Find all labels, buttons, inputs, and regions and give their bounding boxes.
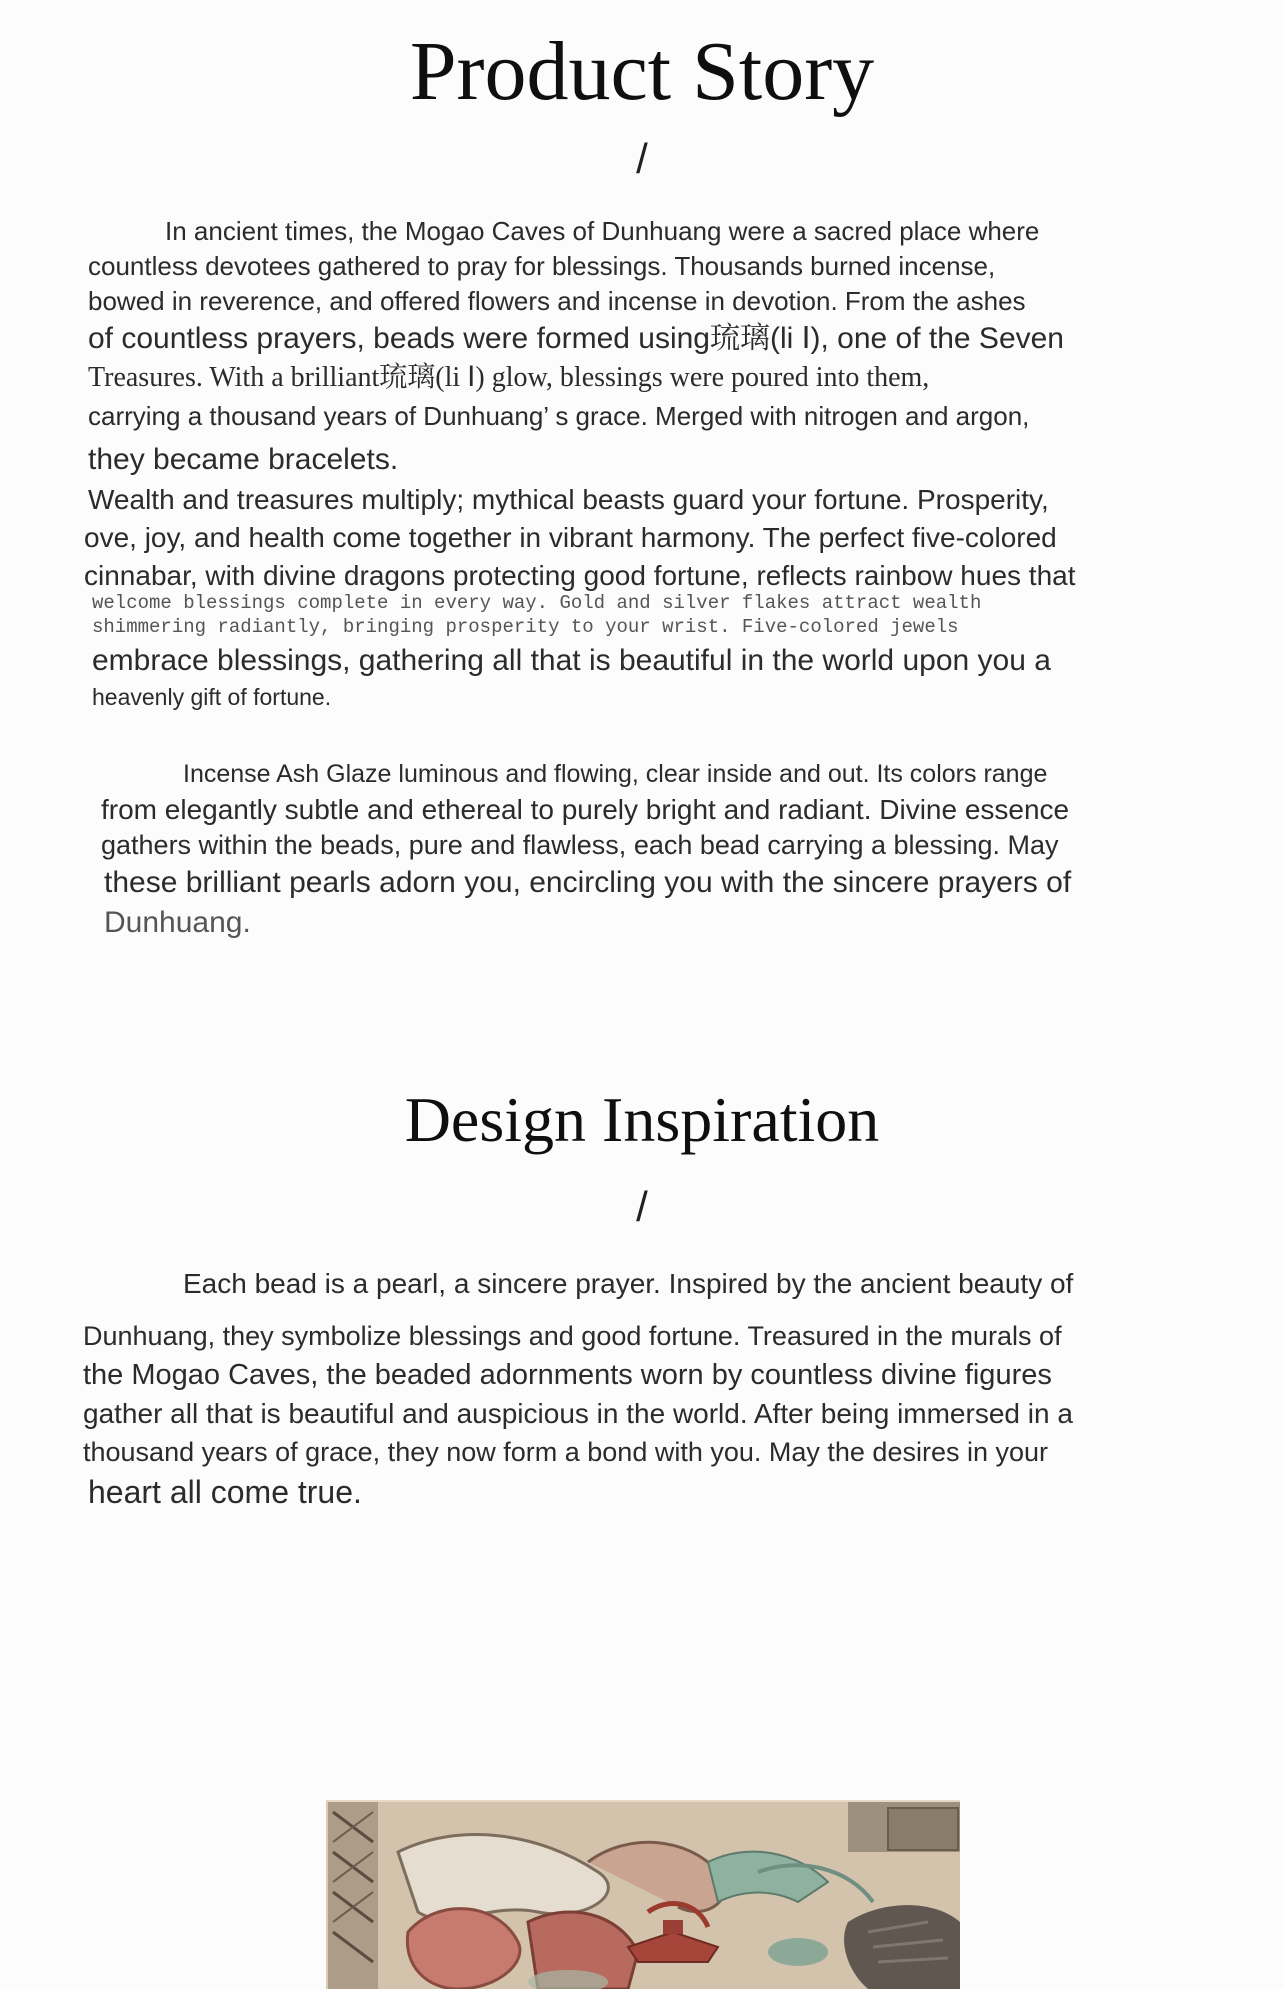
text-line: ove, joy, and health come together in vibrant harmony. The perfect five-colored [84, 522, 1057, 553]
text-line: thousand years of grace, they now form a bond with you. May the desires in your [83, 1437, 1049, 1467]
text-line: countless devotees gathered to pray for blessings. Thousands burned incense, [88, 251, 996, 281]
text-line: carrying a thousand years of Dunhuang’ s grace. Merged with nitrogen and argon, [88, 401, 1030, 431]
design-inspiration-divider: / [636, 1183, 648, 1230]
text-line: Each bead is a pearl, a sincere prayer. Inspired by the ancient beauty of [183, 1268, 1074, 1299]
dunhuang-mural-image [326, 1800, 960, 1989]
text-line: bowed in reverence, and offered flowers and incense in devotion. From the ashes [88, 286, 1026, 316]
text-line: heavenly gift of fortune. [92, 684, 332, 710]
text-line: these brilliant pearls adorn you, encircling you with the sincere prayers of [104, 866, 1072, 899]
text-line: gathers within the beads, pure and flawless, each bead carrying a blessing. May [101, 830, 1059, 860]
text-line: Wealth and treasures multiply; mythical beasts guard your fortune. Prosperity, [88, 484, 1049, 515]
text-line: the Mogao Caves, the beaded adornments worn by countless divine figures [83, 1359, 1052, 1391]
text-line: In ancient times, the Mogao Caves of Dunhuang were a sacred place where [165, 216, 1040, 246]
text-line: embrace blessings, gathering all that is beautiful in the world upon you a [92, 644, 1051, 677]
product-story-divider: / [636, 135, 648, 182]
text-line: Dunhuang, they symbolize blessings and good fortune. Treasured in the murals of [83, 1321, 1062, 1351]
text-line: heart all come true. [88, 1474, 362, 1510]
text-line: cinnabar, with divine dragons protecting good fortune, reflects rainbow hues that [84, 560, 1076, 591]
text-line: gather all that is beautiful and auspicious in the world. After being immersed in a [83, 1398, 1073, 1429]
text-line: from elegantly subtle and ethereal to purely bright and radiant. Divine essence [101, 794, 1070, 825]
text-line: welcome blessings complete in every way. Gold and silver flakes attract wealth [92, 592, 982, 614]
text-line: shimmering radiantly, bringing prosperity to your wrist. Five-colored jewels [92, 616, 959, 638]
text-line: Incense Ash Glaze luminous and flowing, clear inside and out. Its colors range [183, 760, 1048, 788]
design-inspiration-title: Design Inspiration [404, 1084, 880, 1155]
text-line: they became bracelets. [88, 443, 399, 476]
text-line: Treasures. With a brilliant琉璃(li Ⅰ) glow, blessings were poured into them, [88, 362, 930, 393]
product-story-title: Product Story [409, 25, 875, 118]
text-line: Dunhuang. [104, 906, 251, 939]
text-line: of countless prayers, beads were formed using琉璃(li Ⅰ), one of the Seven [88, 322, 1064, 355]
